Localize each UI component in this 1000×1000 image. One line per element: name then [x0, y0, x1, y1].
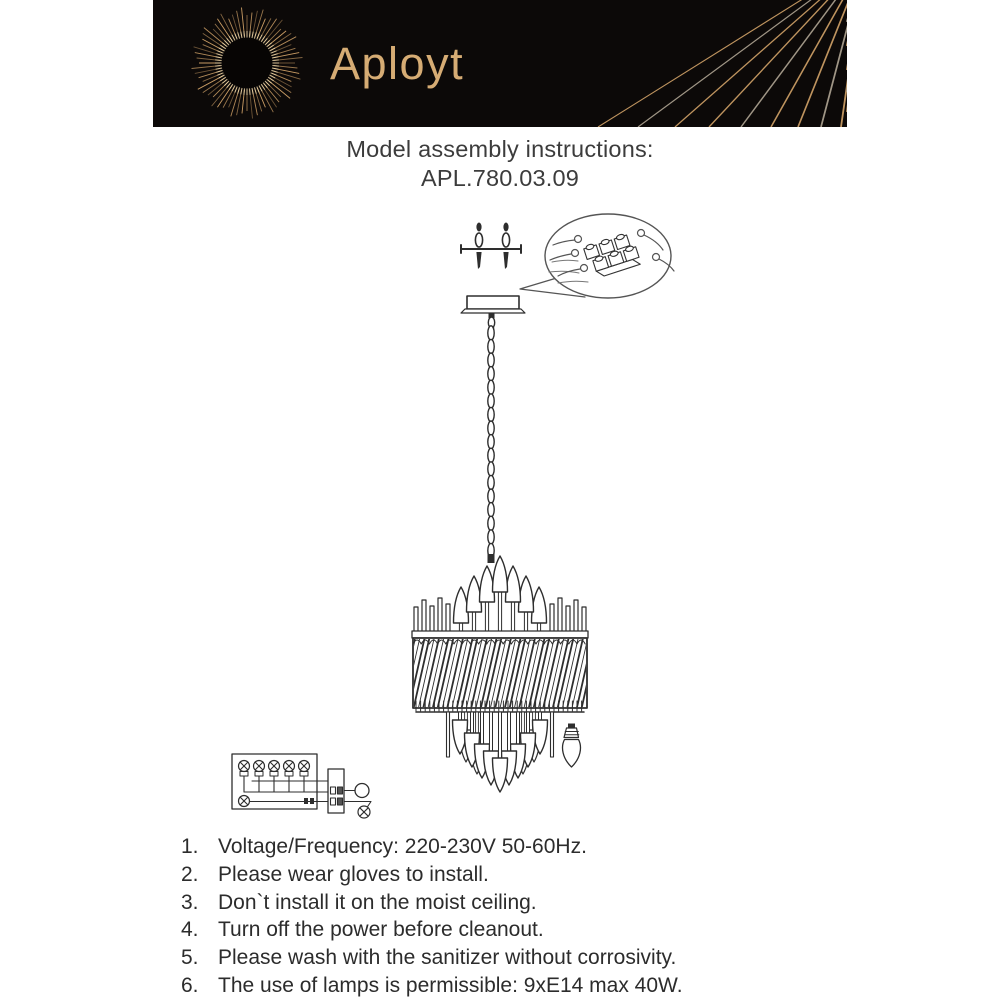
instruction-item [181, 889, 683, 917]
instruction-number: 3. [181, 890, 199, 914]
instruction-list [181, 833, 683, 1000]
model-number: APL.780.03.09 [420, 165, 580, 191]
instruction-text: Please wash with the sanitizer without corrosivity. [218, 946, 677, 970]
instruction-item [181, 833, 683, 861]
banner-art [153, 0, 847, 127]
header-banner [153, 0, 847, 127]
instruction-number: 4. [181, 918, 199, 942]
chain [488, 326, 495, 563]
mounting-bracket-icon [461, 223, 521, 270]
instruction-item [181, 972, 683, 1000]
wiring-diagram [232, 754, 371, 818]
instruction-item [181, 861, 683, 889]
instruction-item [181, 916, 683, 944]
drum-shade [399, 638, 597, 709]
instruction-text: Don`t install it on the moist ceiling. [218, 890, 537, 914]
instruction-number: 5. [181, 946, 199, 970]
banner-rays [598, 0, 847, 127]
candle-bulb-icon [563, 724, 581, 768]
instruction-number: 2. [181, 862, 199, 886]
crystal-crown [414, 556, 586, 632]
instruction-number: 1. [181, 835, 199, 858]
assembly-diagram [150, 205, 850, 830]
crystal-pendants [447, 712, 554, 792]
instruction-number: 6. [181, 973, 199, 997]
ceiling-canopy-icon [461, 296, 525, 331]
wire-connection-callout-icon [520, 214, 674, 298]
top-plate [412, 631, 588, 638]
instruction-text: The use of lamps is permissible: 9xE14 max 40W. [218, 973, 683, 997]
instruction-text: Voltage/Frequency: 220-230V 50-60Hz. [218, 835, 587, 858]
brand-wordmark: Aployt [330, 38, 465, 89]
instruction-text: Please wear gloves to install. [218, 862, 489, 886]
instruction-text: Turn off the power before cleanout. [218, 918, 544, 942]
instruction-item [181, 944, 683, 972]
logo-center-circle [222, 38, 272, 88]
title-block [0, 135, 1000, 193]
page-title: Model assembly instructions: [346, 136, 654, 162]
